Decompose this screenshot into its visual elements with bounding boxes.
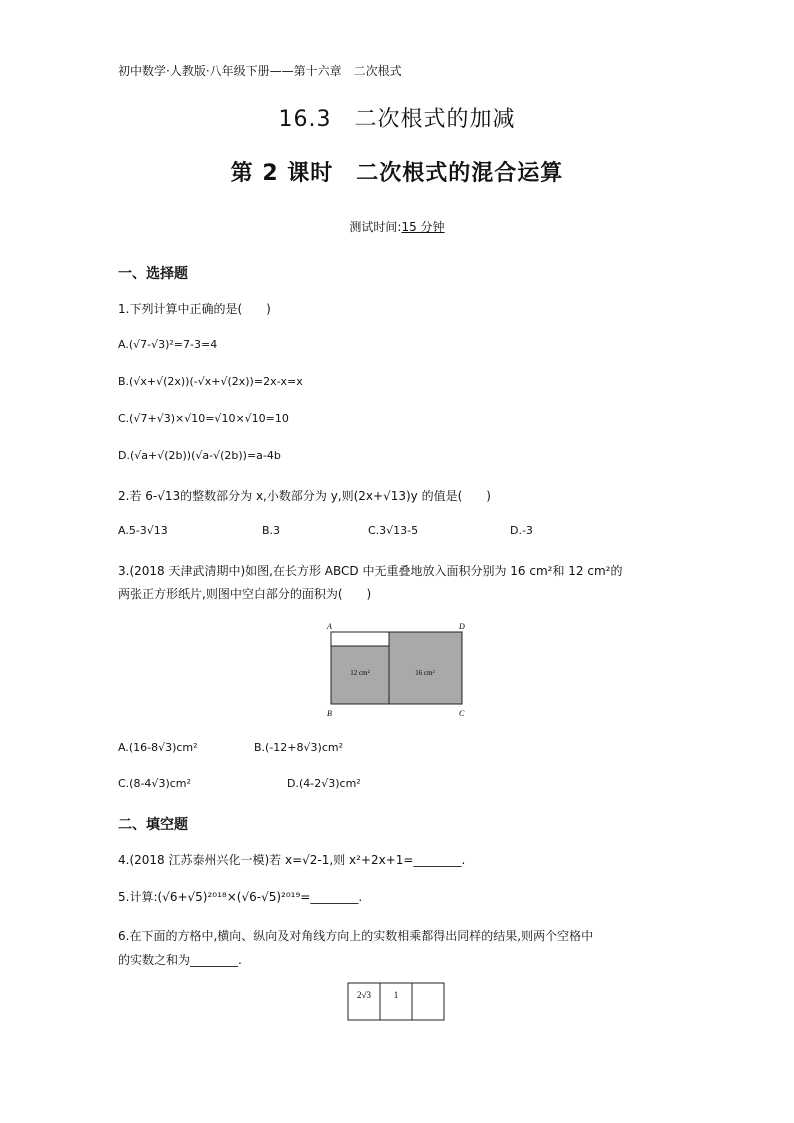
page-header: 初中数学·人教版·八年级下册——第十六章 二次根式 [118,64,402,78]
q1-option-b: B.(√x+√(2x))(-√x+√(2x))=2x-x=x [118,375,303,388]
grid-cell-1: 2√3 [357,990,371,1000]
q1-option-d: D.(√a+√(2b))(√a-√(2b))=a-4b [118,449,281,462]
q6-stem-line2: 的实数之和为________. [118,953,242,967]
test-time-value: 15 分钟 [401,220,445,234]
label-12: 12 cm² [350,669,370,677]
q2-option-d: D.-3 [510,524,533,537]
section-fill-heading: 二、填空题 [118,817,188,833]
label-16: 16 cm² [415,669,435,677]
test-time [0,218,794,235]
lesson-title: 第 2 课时 二次根式的混合运算 [230,161,564,186]
label-d: D [459,622,465,631]
label-c: C [459,709,465,718]
q1-option-a: A.(√7-√3)²=7-3=4 [118,338,218,351]
q1-stem: 1.下列计算中正确的是( ) [118,302,271,316]
q3-option-a: A.(16-8√3)cm² [118,741,198,754]
q5-stem: 5.计算:(√6+√5)²⁰¹⁸×(√6-√5)²⁰¹⁹=________. [118,890,363,904]
q3-option-c: C.(8-4√3)cm² [118,777,191,790]
q6-grid [347,982,445,1022]
label-a: A [327,622,332,631]
grid-cell-2: 1 [393,990,399,1000]
q2-option-b: B.3 [262,524,281,537]
q2-option-a: A.5-3√13 [118,524,168,537]
section-title: 16.3 二次根式的加减 [278,107,516,132]
label-b: B [327,709,332,718]
q2-option-c: C.3√13-5 [368,524,419,537]
q3-figure [322,620,472,720]
q3-stem-line1: 3.(2018 天津武清期中)如图,在长方形 ABCD 中无重叠地放入面积分别为 16 cm²和 12 cm²的 [118,564,623,578]
test-time-label: 测试时间: [349,220,402,234]
q4-stem: 4.(2018 江苏泰州兴化一模)若 x=√2-1,则 x²+2x+1=________. [118,853,466,867]
q2-stem: 2.若 6-√13的整数部分为 x,小数部分为 y,则(2x+√13)y 的值是( ) [118,489,491,503]
q3-option-b: B.(-12+8√3)cm² [254,741,343,754]
square-16 [389,632,462,704]
q6-stem-line1: 6.在下面的方格中,横向、纵向及对角线方向上的实数相乘都得出同样的结果,则两个空格中 [118,929,594,943]
q3-option-d: D.(4-2√3)cm² [287,777,361,790]
q3-stem-line2: 两张正方形纸片,则图中空白部分的面积为( ) [118,587,372,601]
q1-option-c: C.(√7+√3)×√10=√10×√10=10 [118,412,289,425]
section-choice-heading: 一、选择题 [118,266,188,282]
grid-border [348,983,444,1020]
